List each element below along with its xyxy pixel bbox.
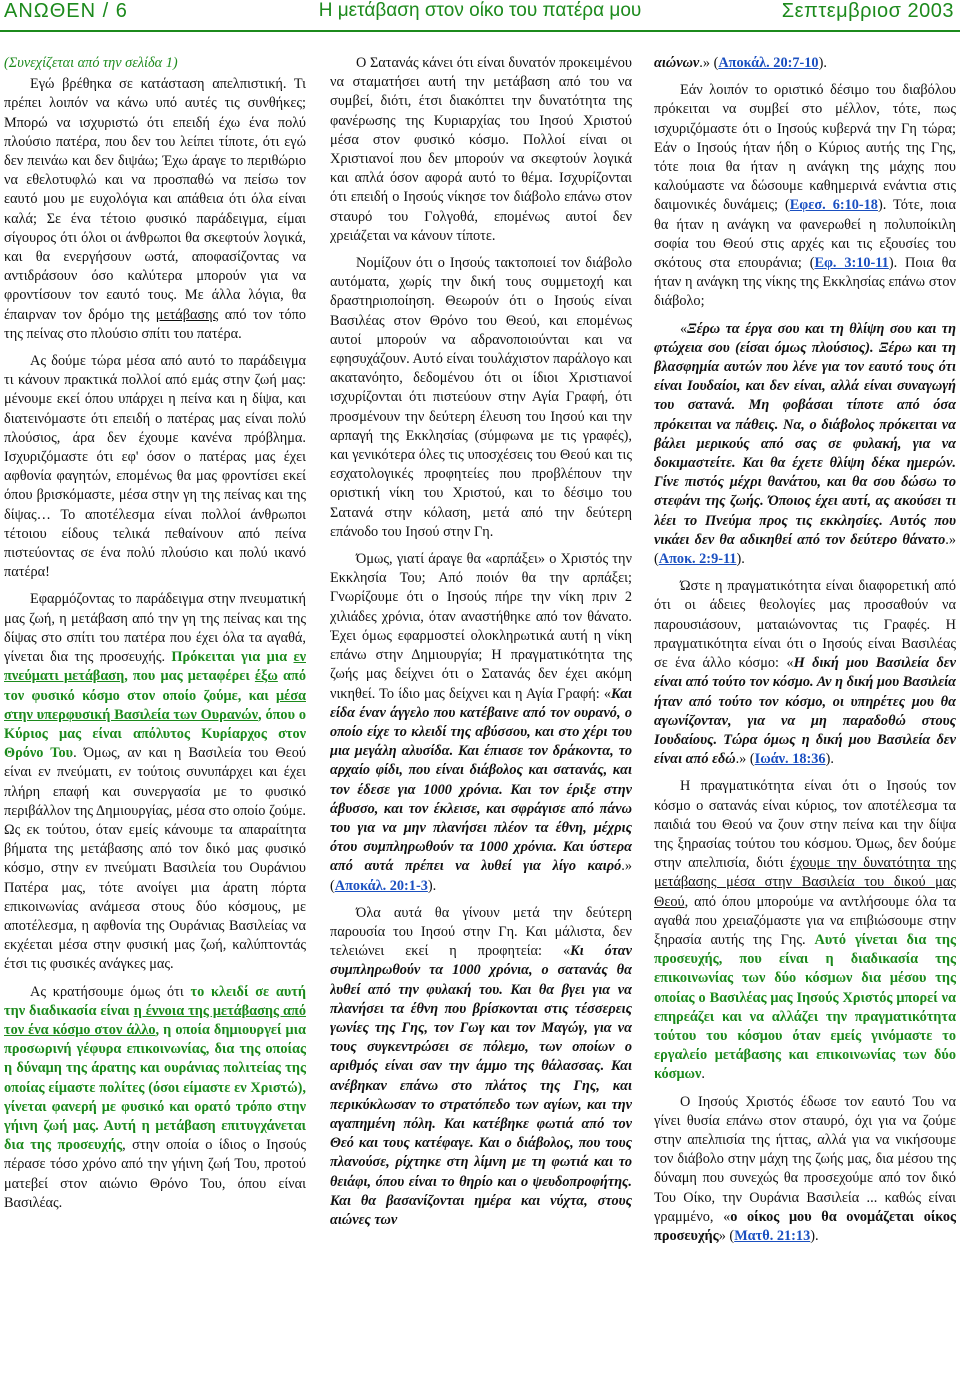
paragraph: Όμως, γιατί άραγε θα «αρπάξει» ο Χριστός την Εκκλησία Του; Από ποιόν θα την αρπάξει; Γνωρίζουμε ότι ο Ιησούς πήρε την νίκη πριν 2 χιλιάδες χρόνια, όταν αναστήθηκε από τον θάνατο. Έχει όμως εφαρμοστεί ολοκληρωτικά αυτή η νίκη επάνω στην Δημιουργία; Η πραγματικότητα της ζωής μας δείχνει ότι ο Σατανάς δεν έχει ακόμη νικηθεί. Το ίδιο μας δείχνει και η Αγία Γραφή: «Και είδα έναν άγγελο που κατέβαινε από τον ουρανό, ο οποίο είχε το κλειδί της αβύσσου, και στο χέρι του μια μεγάλη αλυσίδα. Και έπιασε τον δράκοντα, το αρχαίο φίδι, που είναι διάβολος και σατανάς, και τον έδεσε για 1000 χρόνια. Και τον έριξε στην άβυσσο, και τον έκλεισε, και σφράγισε από πάνω του για να μην πλανήσει πλέον τα έθνη, μέχρις ότου συμπληρωθούν τα 1000 χρόνια. Και ύστερα από αυτά πρέπει να λυθεί για λίγο καιρό.» (Αποκάλ. 20:1-3).: [330, 551, 632, 894]
column-1: [4, 54, 306, 1374]
paragraph: Ο Σατανάς κάνει ότι είναι δυνατόν προκειμένου να σταματήσει αυτή την μετάβαση από του να συμβεί, διότι, έτσι διακόπτει την δυνατότητα της φανέρωσης της Κυριαρχίας του Ιησού Χριστού μέσα στον φυσικό κόσμο. Πολλοί είναι οι Χριστιανοί που δεν μπορούν να σκεφτούν λογικά και απλά όσον αφορά αυτό το θέμα. Ισχυρίζονται ότι επειδή ο Ιησούς νίκησε τον διάβολο επάνω στον σταυρό του Γολγοθά, επομένως αυτοί δεν χρειάζεται να κάνουν τίποτε.: [330, 55, 632, 244]
header-left: ΑΝΩΘΕΝ / 6: [4, 0, 128, 22]
scripture-ref-link[interactable]: Ματθ. 21:13: [734, 1227, 811, 1244]
page-header: [0, 0, 960, 34]
header-date: Σεπτεμβριοσ 2003: [781, 0, 954, 22]
paragraph: Όλα αυτά θα γίνουν μετά την δεύτερη παρουσία του Ιησού στην Γη. Και μάλιστα, δεν τελειώνει εκεί η προφητεία: «Κι όταν συμπληρωθούν τα 1000 χρόνια, ο σατανάς θα λυθεί από την φυλακή του. Και θα βγει για να πλανήσει τα έθνη που βρίσκονται στις τέσσερεις γωνίες της Γης, τον Γωγ και τον Μαγώγ, για να τους συγκεντρώσει σε πόλεμο, των οποίων ο αριθμός είναι σαν την άμμο της θάλασσας. Και ανέβηκαν επάνω στο πλάτος της Γης, και περικύκλωσαν το στρατόπεδο των αγίων, και την αγαπημένη πόλη. Και κατέβηκε φωτιά από τον Θεό και τους κατέφαγε. Και ο διάβολος, που τους πλανούσε, ρίχτηκε στη λίμνη με τη φωτιά και το θειάφι, όπου είναι το θηρίο και ο ψευδοπροφήτης. Και θα βασανίζονται ημέρα και νύχτα, στους αιώνες των: [330, 904, 632, 1228]
paragraph: Ας δούμε τώρα μέσα από αυτό το παράδειγμα τι κάνουν πρακτικά πολλοί από εμάς στην ζωή μας: μένουμε εκεί όπου υπάρχει η πείνα και η δίψα, και διατεινόμαστε ότι επειδή ο πατέρας μας είναι πολύ πλούσιος, άρα δεν έχουμε κανένα πρόβλημα. Ισχυριζόμαστε ότι εφ' όσον ο πατέρας μας έχει αφθονία φαγητών, επομένως θα μας φροντίσει εκεί όπου βρισκόμαστε, μέσα στην γη της πείνας και της δίψας… Το αποτέλεσμα είναι πολλοί άνθρωποι τέτοιου είδους τελικά πεθαίνουν από πείνα πιστεύοντας σε ένα πολύ πλούσιο και πολύ ικανό πατέρα!: [4, 353, 306, 581]
paragraph: Η πραγματικότητα είναι ότι ο Ιησούς τον κόσμο ο σατανάς είναι κύριος, τον αποτέλεσμα τα παιδιά του Θεού να ζουν στην πείνα και την δίψα της ξηρασίας τούτου του κόσμου. Όμως, δεν δούμε στην απελπισία, διότι έχουμε την δυνατότητα της μετάβασης μέσα στην Βασιλεία του δικού μας Θεού, από όπου μπορούμε να αντλήσουμε όλα τα αγαθά που χρειαζόμαστε για να επιβιώσουμε στην ξηρασία αυτής της Γης. Αυτό γίνεται δια της προσευχής, που είναι η διαδικασία της επικοινωνίας των δύο κόσμων δια μέσου της οποίας ο Βασιλέας μας Ιησούς Χριστός μπορεί να επηρεάζει και να αλλάζει την πραγματικότητα τούτου του κόσμου όταν εμείς γινόμαστε το εργαλείο μετάβασης και επικοινωνίας των δύο κόσμων.: [654, 778, 956, 1083]
paragraph: Εφαρμόζοντας το παράδειγμα στην πνευματική μας ζωή, η μετάβαση από την γη της πείνας και της δίψας στο σπίτι του πατέρα που έχει όλα τα αγαθά, γίνεται δια της προσευχής. Πρόκειται για μια εν πνεύματι μετάβαση, που μας μεταφέρει έξω από τον φυσικό κόσμο στον οποίο ζούμε, και μέσα στην υπερφυσική Βασιλεία των Ουρανών, όπου ο Κύριος μας είναι απόλυτος Κυρίαρχος στον Θρόνο Του. Όμως, αν και η Βασιλεία του Θεού είναι εν πνεύματι, εν τούτοις συνυπάρχει και έχει πλήρη επαφή και συνεργασία με το φυσικό περιβάλλον της Δημιουργίας, μέσα στο οποίο ζούμε. Ως εκ τούτου, όταν εμείς κάνουμε τα απαραίτητα βήματα της μετάβασης από τον δικό μας φυσικό κόσμο, στην εν πνεύματι Βασιλεία του Ουράνιου Πατέρα μας, τότε ανοίγει μια άρατη πόρτα επικοινωνίας ανάμεσα στους δύο κόσμους, με αποτέλεσμα, η αφθονία της Ουράνιας Βασιλείας να εκχέεται μέσα στην φυσική μας ζωή, καλύπτοντάς έτσι τις φυσικές ανάγκες μας.: [4, 591, 306, 973]
paragraph: Εάν λοιπόν το οριστικό δέσιμο του διαβόλου πρόκειται να συμβεί στο μέλλον, τότε, πως ισχυριζόμαστε ότι ο Ιησούς κυβερνά την Γη τώρα; Εάν ο Ιησούς ήταν ήδη ο Κύριος αυτής της Γης, τότε ποια θα ήταν η ανάγκη της μάχης που καλούμαστε να δώσουμε καθημερινά ενάντια στις δαιμονικές δυνάμεις; (Εφεσ. 6:10-18). Τότε, ποια θα ήταν η ανάγκη να φανερωθεί η πολυποίκιλη σοφία του Θεού στις αρχές και τις εξουσίες του σκότους στα επουράνια; (Εφ. 3:10-11). Ποια θα ήταν η ανάγκη της νίκης της Εκκλησίας επάνω στον διάβολο;: [654, 82, 956, 310]
header-divider: [0, 30, 960, 32]
column-2: [330, 54, 632, 1374]
scripture-ref-link[interactable]: Αποκάλ. 20:7-10: [718, 55, 819, 71]
continuation-note: (Συνεχίζεται από την σελίδα 1): [4, 55, 178, 71]
scripture-ref-link[interactable]: Εφ. 3:10-11: [814, 255, 889, 272]
paragraph: «Ξέρω τα έργα σου και τη θλίψη σου και τη φτώχεια σου (είσαι όμως πλούσιος). Ξέρω και τη βλασφημία αυτών που λένε για τον εαυτό τους ότι είναι Ιουδαίοι, και δεν είναι, αλλά είναι συναγωγή του σατανά. Μη φοβάσαι τίποτε από όσα πρόκειται να πάθεις. Να, ο διάβολος πρόκειται να βάλει μερικούς από σας σε φυλακή, για να δοκιμαστείτε. Και θα έχετε θλίψη δέκα ημερών. Γίνε πιστός μέχρι θανάτου, και θα σου δώσω το στεφάνι της ζωής. Όποιος έχει αυτί, ας ακούσει τι λέει το Πνεύμα προς τις εκκλησίες. Αυτός που νικάει δεν θα αδικηθεί από τον δεύτερο θάνατο.» (Αποκ. 2:9-11).: [654, 320, 956, 568]
column-3: [654, 54, 956, 1374]
paragraph: Νομίζουν ότι ο Ιησούς τακτοποιεί τον διάβολο αυτόματα, χωρίς την δική τους συμμετοχή και δραστηριοποίηση. Θεωρούν ότι ο Ιησούς είναι Βασιλέας στον Θρόνο του Θεού, και επομένως αυτοί μπορούν να αδρανοποιούνται και να εφησυχάζουν. Αυτό είναι τουλάχιστον παράλογο και ακατανόητο, δεδομένου ότι οι ίδιοι Χριστιανοί ισχυρίζονται ότι πιστεύουν στην Αγία Γραφή, ότι προσμένουν την δεύτερη έλευση του Ιησού και την αρπαγή της Εκκλησίας (σύμφωνα με τις γραφές), και γενικότερα όλες τις υποσχέσεις του Θεού και τις εσχατολογικές προφητείες που προβλέπουν την οριστική νίκη του Χριστού, και το δέσιμο του Σατανά στην κόλαση, μετά από την δεύτερη επάνοδο του Ιησού στην Γη.: [330, 255, 632, 540]
scripture-ref-link[interactable]: Αποκάλ. 20:1-3: [334, 877, 428, 894]
scripture-ref-link[interactable]: Αποκ. 2:9-11: [658, 551, 737, 568]
paragraph: αιώνων.» (Αποκάλ. 20:7-10).: [654, 55, 827, 71]
scripture-ref-link[interactable]: Εφεσ. 6:10-18: [789, 197, 878, 214]
scripture-ref-link[interactable]: Ιωάν. 18:36: [754, 751, 826, 768]
paragraph: Ας κρατήσουμε όμως ότι το κλειδί σε αυτή την διαδικασία είναι η έννοια της μετάβασης από τον ένα κόσμο στον άλλο, η οποία δημιουργεί μια προσωρινή γέφυρα επικοινωνίας, δια της οποίας η δύναμη της άρατης και ουράνιας πολιτείας της οποίας είμαστε πολίτες (όσοι είμαστε εν Χριστώ), γίνεται φανερή με φυσικό και ορατό τρόπο στην γήινη ζωή μας. Αυτή η μετάβαση επιτυγχάνεται δια της προσευχής, στην οποία ο ίδιος ο Ιησούς πέρασε τόσο χρόνο από την γήινη ζωή Του, προτού ματεβεί στον αιώνιο Θρόνο Του, όπου είναι Βασιλέας.: [4, 983, 306, 1211]
paragraph: Εγώ βρέθηκα σε κατάσταση απελπιστική. Τι πρέπει λοιπόν να κάνω υπό αυτές τις συνθήκες; Μπορώ να ισχυριστώ ότι επειδή έχω ένα πολύ πλούσιο πατέρα, που δεν του λείπει τίποτε, ότι εγώ δεν πεινάω και δεν διψάω; Έχω άραγε το περιθώριο να εθελοτυφλώ και να προσπαθώ να πείσω τον εαυτό μου με ευχολόγια και απάθεια ότι όλα είναι καλά; Σε ένα τέτοιο φυσικό παράδειγμα, είμαι σίγουρος ότι όλοι οι άνθρωποι θα σκεφτούν λογικά, και θα ενεργήσουν ωστά, αποφασίζοντας να αντιδράσουν όσο καλύτερα μπορούν για να φροντίσουν τον εαυτό τους. Με άλλα λόγια, θα έπαιρναν τον δρόμο της μετάβασης από τον τόπο της πείνας στο πλούσιο σπίτι του πατέρα.: [4, 76, 306, 342]
paragraph: Ώστε η πραγματικότητα είναι διαφορετική από ότι οι άδειες θεολογίες μας προσαθούν να παρουσιάσουν, ματαιώνοντας τις Γραφές. Η πραγματικότητα είναι ότι ο Ιησούς είναι Βασιλέας σε ένα άλλο κόσμο: «Η δική μου Βασιλεία δεν είναι από τούτο τον κόσμο. Αν η δική μου Βασιλεία ήταν από τούτο τον κόσμο, οι υπηρέτες μου θα αγωνίζονταν, για να μη παραδοθώ στους Ιουδαίους. Τώρα όμως η δική μου Βασιλεία δεν είναι από εδώ.» (Ιωάν. 18:36).: [654, 578, 956, 768]
header-title: Η μετάβαση στον οίκο του πατέρα μου: [318, 0, 642, 21]
paragraph: Ο Ιησούς Χριστός έδωσε τον εαυτό Του να γίνει θυσία επάνω στον σταυρό, όχι για να ζούμε στην απελπισία της ήττας, αλλά για να νικήσουμε τον διάβολο στην μάχη της ζωής μας, δια μέσου της δύναμη που συνεχώς θα προσεχούμε από τον δικό Του Οίκο, την Ουράνια Βασιλεία ... καθώς είναι γραμμένο, «ο οίκος μου θα ονομάζεται οίκος προσευχής» (Ματθ. 21:13).: [654, 1093, 956, 1244]
